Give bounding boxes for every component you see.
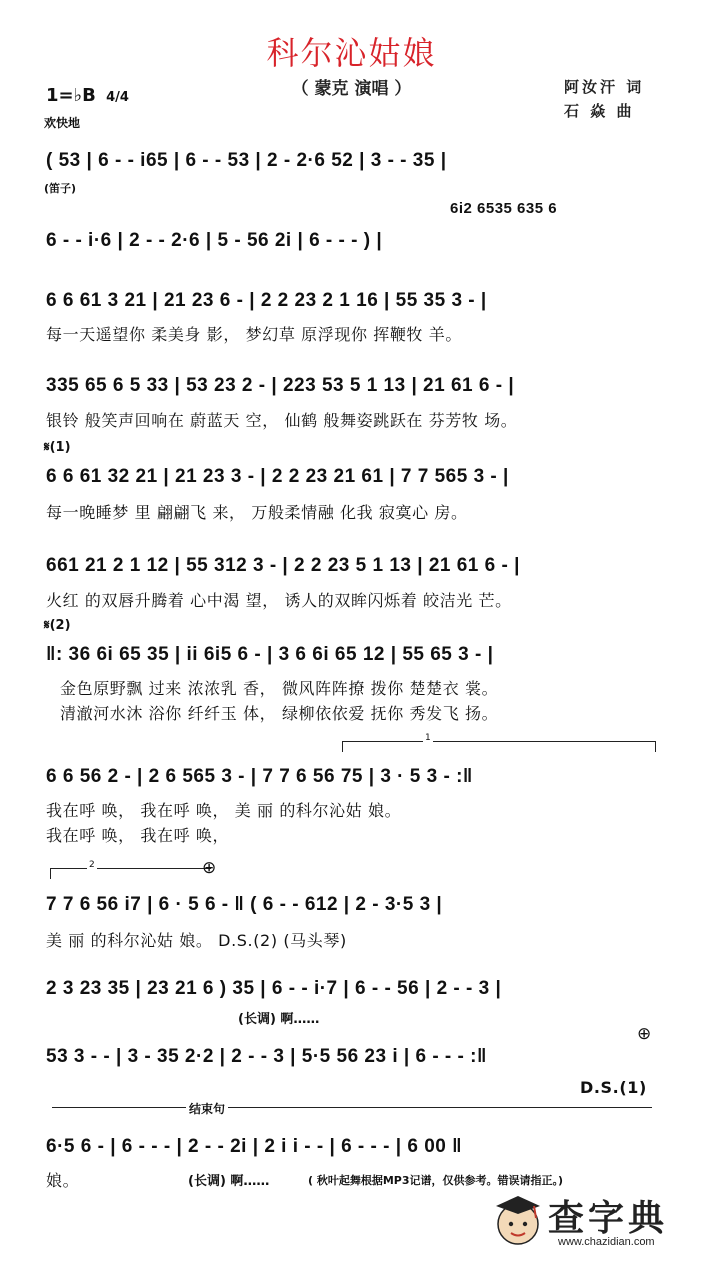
tempo-marking: 欢快地 (44, 116, 81, 130)
score-row-1: ( 53 | 6 - - i65 | 6 - - 53 | 2 - 2·6 52 | 3 - - 35 | (46, 150, 447, 171)
lyric-row-12: 娘。 (46, 1171, 80, 1190)
lyric-row-7b: 清澈河水沐 浴你 纤纤玉 体， 绿柳依依爱 抚你 秀发飞 扬。 (60, 704, 499, 723)
lyric-row-9: 美 丽 的科尔沁姑 娘。 D.S.(2) (马头琴) (46, 931, 347, 950)
segno-2: 𝄋(2) (44, 618, 71, 633)
site-watermark (490, 1188, 690, 1254)
instrument-flute: (笛子) (44, 182, 77, 195)
volta-2-label: 2 (89, 860, 95, 870)
score-row-5: 6 6 61 32 21 | 21 23 3 - | 2 2 23 21 61 | 7 7 565 3 - | (46, 466, 509, 487)
ds-1-marker: D.S.(1) (580, 1078, 647, 1097)
long-tone-note-1: (长调) 啊…… (238, 1012, 320, 1027)
watermark-url: www.chazidian.com (558, 1236, 655, 1248)
song-title: 科尔沁姑娘 (266, 34, 437, 72)
segno-1: 𝄋(1) (44, 440, 71, 455)
upper-voice: 6i2 6535 635 6 (450, 200, 558, 217)
volta-bracket-1 (342, 733, 656, 752)
score-row-8: 6 6 56 2 - | 2 6 565 3 - | 7 7 6 56 75 | 3 · 5 3 - :‖ (46, 766, 473, 787)
score-row-12: 6·5 6 - | 6 - - - | 2 - - 2i | 2 i i - - | 6 - - - | 6 00 ‖ (46, 1136, 463, 1157)
singer-credit: （ 蒙克 演唱 ） (291, 79, 412, 99)
score-row-7: ‖: 36 6i 65 35 | ii 6i5 6 - | 3 6 6i 65 12 | 55 65 3 - | (46, 644, 494, 665)
ending-label: 结束句 (186, 1100, 228, 1117)
score-row-11: 53 3 - - | 3 - 35 2·2 | 2 - - 3 | 5·5 56 23 i | 6 - - - :‖ (46, 1046, 487, 1067)
score-row-3: 6 6 61 3 21 | 21 23 6 - | 2 2 23 2 1 16 | 55 35 3 - | (46, 290, 487, 311)
lyric-row-7a: 金色原野飘 过来 浓浓乳 香， 微风阵阵撩 拨你 楚楚衣 裳。 (60, 679, 499, 698)
score-row-9: 7 7 6 56 i7 | 6 · 5 6 - ‖ ( 6 - - 612 | 2 - 3·5 3 | (46, 894, 443, 915)
volta-1-label: 1 (425, 733, 431, 743)
lyric-row-8a: 我在呼 唤， 我在呼 唤， 美 丽 的科尔沁姑 娘。 (46, 801, 402, 820)
lyric-row-4: 银铃 般笑声回响在 蔚蓝天 空， 仙鹤 般舞姿跳跃在 芬芳牧 场。 (46, 411, 518, 430)
score-row-2: 6 - - i·6 | 2 - - 2·6 | 5 - 56 2i | 6 - - - ) | (46, 230, 383, 251)
transcription-note: ( 秋叶起舞根据MP3记谱，仅供参考。错误请指正。) (308, 1174, 564, 1187)
volta-bracket-2 (50, 860, 211, 879)
composer-credit: 石 焱 曲 (564, 102, 635, 120)
ending-bracket (52, 1107, 652, 1108)
lyric-row-5: 每一晚睡梦 里 翩翩飞 来， 万般柔情融 化我 寂寞心 房。 (46, 503, 468, 522)
coda-sign-2: ⊕ (637, 1024, 652, 1044)
long-tone-note-2: (长调) 啊…… (188, 1174, 270, 1189)
coda-sign-1: ⊕ (202, 858, 217, 878)
score-row-10: 2 3 23 35 | 23 21 6 ) 35 | 6 - - i·7 | 6 - - 56 | 2 - - 3 | (46, 978, 502, 999)
key-signature (46, 85, 129, 106)
score-row-4: 335 65 6 5 33 | 53 23 2 - | 223 53 5 1 13 | 21 61 6 - | (46, 375, 515, 396)
watermark-name: 查字典 (548, 1198, 669, 1239)
lyric-row-3: 每一天遥望你 柔美身 影， 梦幻草 原浮现你 挥鞭牧 羊。 (46, 325, 462, 344)
lyric-row-6: 火红 的双唇升腾着 心中渴 望， 诱人的双眸闪烁着 皎洁光 芒。 (46, 591, 512, 610)
lyric-row-8b: 我在呼 唤， 我在呼 唤， (46, 826, 230, 845)
graduate-mascot-icon (490, 1188, 546, 1250)
key-text: 1=♭B (46, 85, 96, 106)
time-signature: 4/4 (106, 90, 129, 105)
score-row-6: 661 21 2 1 12 | 55 312 3 - | 2 2 23 5 1 13 | 21 61 6 - | (46, 555, 520, 576)
lyricist-credit: 阿汝汗 词 (564, 78, 645, 96)
